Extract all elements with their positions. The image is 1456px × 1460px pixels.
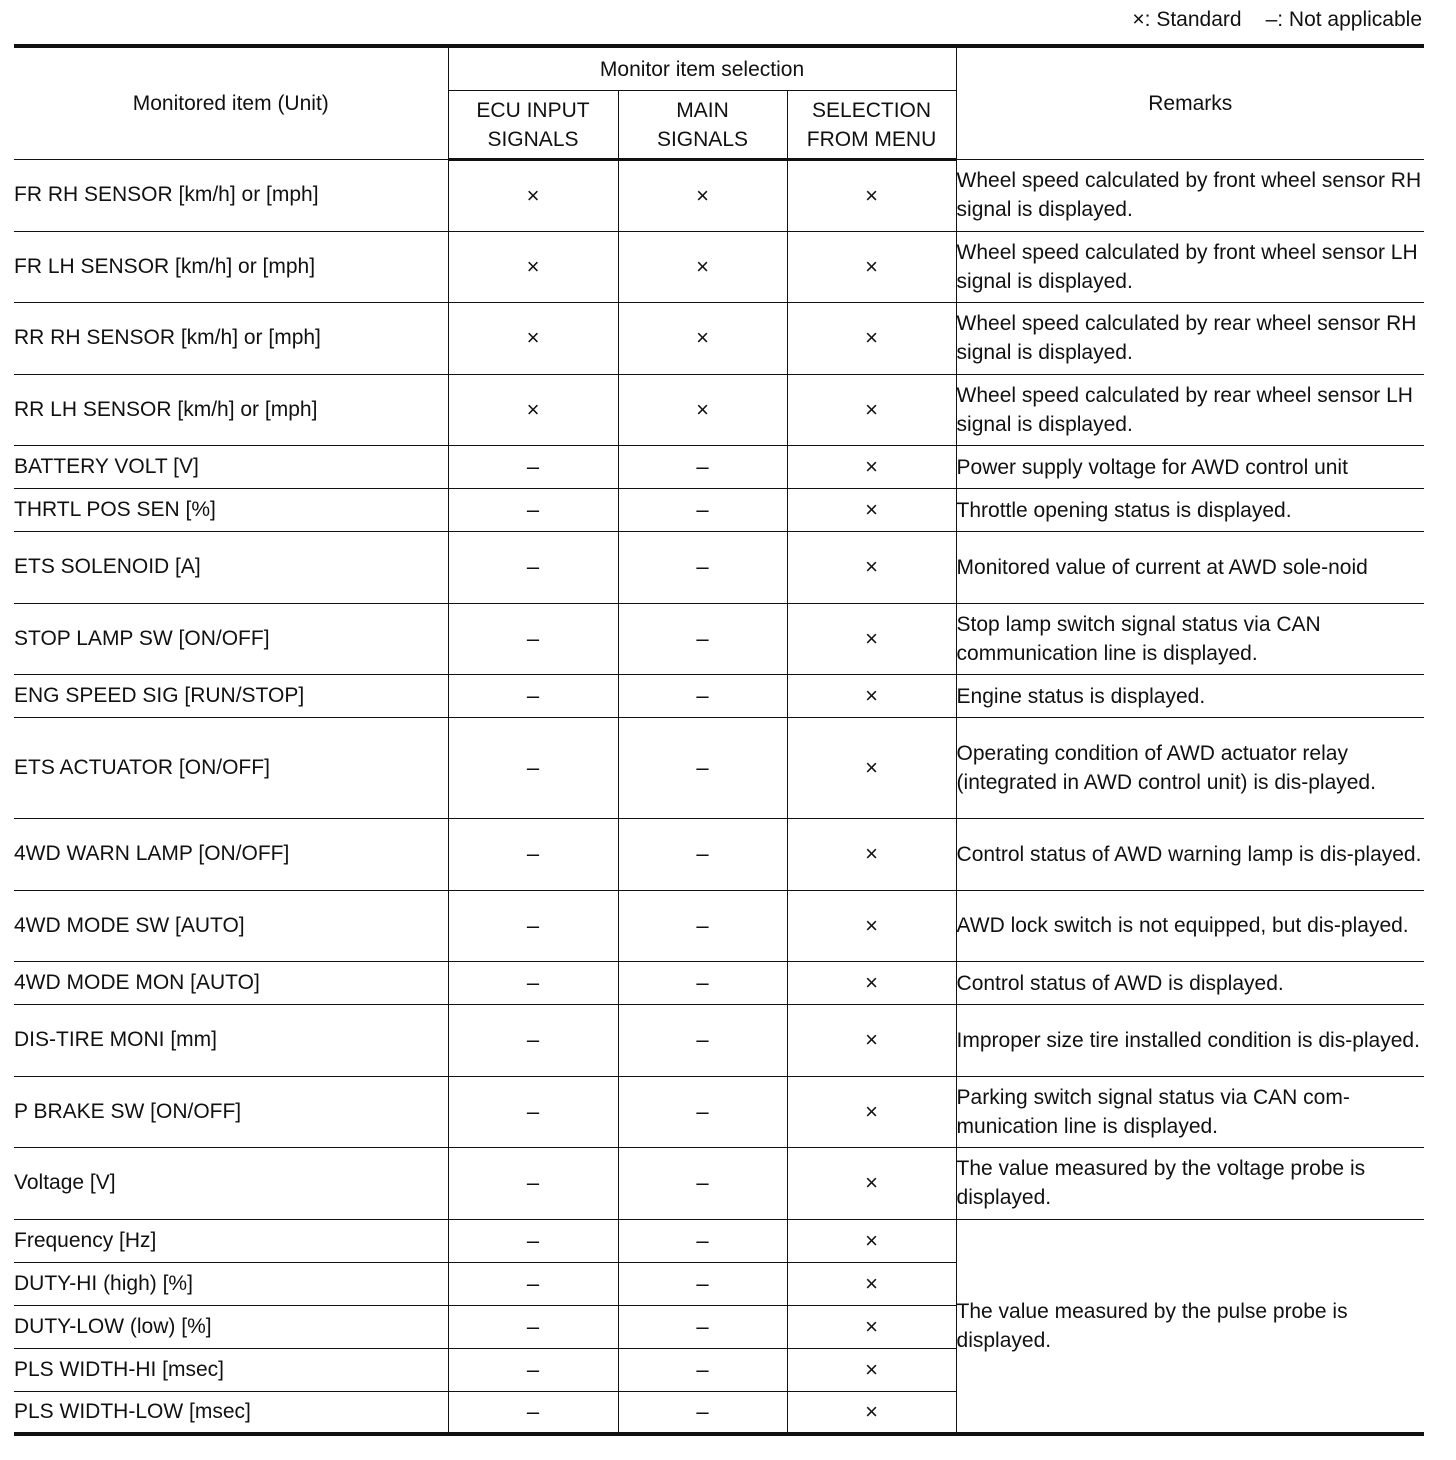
selection-menu-mark: × bbox=[787, 1348, 956, 1391]
table-row bbox=[14, 962, 1424, 1005]
main-signals-mark: – bbox=[618, 1391, 787, 1434]
monitored-item: DUTY-LOW (low) [%] bbox=[14, 1305, 448, 1348]
ecu-input-mark: – bbox=[448, 675, 618, 718]
remark: Control status of AWD warning lamp is dis-played. bbox=[956, 819, 1424, 891]
ecu-input-mark: × bbox=[448, 374, 618, 446]
remark: Monitored value of current at AWD sole-noid bbox=[956, 532, 1424, 604]
monitored-item: PLS WIDTH-HI [msec] bbox=[14, 1348, 448, 1391]
monitored-item: 4WD MODE SW [AUTO] bbox=[14, 890, 448, 962]
main-signals-mark: – bbox=[618, 1076, 787, 1148]
selection-menu-mark: × bbox=[787, 303, 956, 375]
monitored-item: DIS-TIRE MONI [mm] bbox=[14, 1005, 448, 1077]
remark: Parking switch signal status via CAN com-munication line is displayed. bbox=[956, 1076, 1424, 1148]
monitored-item: FR LH SENSOR [km/h] or [mph] bbox=[14, 231, 448, 303]
ecu-input-mark: – bbox=[448, 446, 618, 489]
header-monitored-item: Monitored item (Unit) bbox=[14, 46, 448, 160]
monitored-item: RR RH SENSOR [km/h] or [mph] bbox=[14, 303, 448, 375]
selection-menu-mark: × bbox=[787, 1148, 956, 1220]
table-row bbox=[14, 718, 1424, 819]
ecu-input-mark: × bbox=[448, 231, 618, 303]
table-row bbox=[14, 603, 1424, 675]
selection-menu-mark: × bbox=[787, 1305, 956, 1348]
header-selection-from-menu: SELECTION FROM MENU bbox=[787, 91, 956, 160]
monitored-item: THRTL POS SEN [%] bbox=[14, 489, 448, 532]
selection-menu-mark: × bbox=[787, 1219, 956, 1262]
table-row bbox=[14, 532, 1424, 604]
main-signals-mark: – bbox=[618, 489, 787, 532]
ecu-input-mark: – bbox=[448, 1305, 618, 1348]
ecu-input-mark: – bbox=[448, 1005, 618, 1077]
header-monitor-item-selection: Monitor item selection bbox=[448, 46, 956, 91]
table-row bbox=[14, 1076, 1424, 1148]
main-signals-mark: – bbox=[618, 962, 787, 1005]
selection-menu-mark: × bbox=[787, 1262, 956, 1305]
monitored-item: BATTERY VOLT [V] bbox=[14, 446, 448, 489]
monitor-item-table bbox=[14, 44, 1424, 1436]
main-signals-mark: – bbox=[618, 718, 787, 819]
monitored-item: STOP LAMP SW [ON/OFF] bbox=[14, 603, 448, 675]
table-row bbox=[14, 675, 1424, 718]
ecu-input-mark: – bbox=[448, 532, 618, 604]
main-signals-mark: – bbox=[618, 532, 787, 604]
selection-menu-mark: × bbox=[787, 231, 956, 303]
main-signals-mark: × bbox=[618, 231, 787, 303]
legend bbox=[1132, 6, 1422, 34]
monitored-item: ETS ACTUATOR [ON/OFF] bbox=[14, 718, 448, 819]
table-row bbox=[14, 1005, 1424, 1077]
ecu-input-mark: – bbox=[448, 1262, 618, 1305]
ecu-input-mark: – bbox=[448, 718, 618, 819]
selection-menu-mark: × bbox=[787, 160, 956, 232]
table-row bbox=[14, 1219, 1424, 1262]
remark: Wheel speed calculated by front wheel sensor RH signal is displayed. bbox=[956, 160, 1424, 232]
ecu-input-mark: – bbox=[448, 1148, 618, 1220]
monitored-item: PLS WIDTH-LOW [msec] bbox=[14, 1391, 448, 1434]
monitored-item: Voltage [V] bbox=[14, 1148, 448, 1220]
main-signals-mark: – bbox=[618, 1262, 787, 1305]
selection-menu-mark: × bbox=[787, 489, 956, 532]
remark: The value measured by the voltage probe is displayed. bbox=[956, 1148, 1424, 1220]
main-signals-mark: – bbox=[618, 1348, 787, 1391]
selection-menu-mark: × bbox=[787, 532, 956, 604]
ecu-input-mark: – bbox=[448, 962, 618, 1005]
monitored-item: 4WD WARN LAMP [ON/OFF] bbox=[14, 819, 448, 891]
header-main-signals: MAIN SIGNALS bbox=[618, 91, 787, 160]
remark: AWD lock switch is not equipped, but dis-played. bbox=[956, 890, 1424, 962]
main-signals-mark: – bbox=[618, 1148, 787, 1220]
table-row bbox=[14, 1148, 1424, 1220]
selection-menu-mark: × bbox=[787, 1076, 956, 1148]
remark: Throttle opening status is displayed. bbox=[956, 489, 1424, 532]
remark: The value measured by the pulse probe is displayed. bbox=[956, 1219, 1424, 1434]
selection-menu-mark: × bbox=[787, 1391, 956, 1434]
table-row bbox=[14, 374, 1424, 446]
remark: Control status of AWD is displayed. bbox=[956, 962, 1424, 1005]
monitored-item: FR RH SENSOR [km/h] or [mph] bbox=[14, 160, 448, 232]
header-remarks: Remarks bbox=[956, 46, 1424, 160]
table-row bbox=[14, 819, 1424, 891]
ecu-input-mark: – bbox=[448, 1076, 618, 1148]
table-row bbox=[14, 890, 1424, 962]
remark: Wheel speed calculated by rear wheel sensor RH signal is displayed. bbox=[956, 303, 1424, 375]
remark: Wheel speed calculated by front wheel sensor LH signal is displayed. bbox=[956, 231, 1424, 303]
remark: Wheel speed calculated by rear wheel sensor LH signal is displayed. bbox=[956, 374, 1424, 446]
selection-menu-mark: × bbox=[787, 374, 956, 446]
ecu-input-mark: – bbox=[448, 1391, 618, 1434]
legend-standard: ×: Standard bbox=[1132, 8, 1242, 31]
remark: Stop lamp switch signal status via CAN communication line is displayed. bbox=[956, 603, 1424, 675]
main-signals-mark: – bbox=[618, 675, 787, 718]
table-row bbox=[14, 303, 1424, 375]
selection-menu-mark: × bbox=[787, 675, 956, 718]
main-signals-mark: – bbox=[618, 446, 787, 489]
main-signals-mark: × bbox=[618, 303, 787, 375]
selection-menu-mark: × bbox=[787, 1005, 956, 1077]
table-row bbox=[14, 446, 1424, 489]
selection-menu-mark: × bbox=[787, 718, 956, 819]
monitored-item: 4WD MODE MON [AUTO] bbox=[14, 962, 448, 1005]
selection-menu-mark: × bbox=[787, 890, 956, 962]
main-signals-mark: – bbox=[618, 1005, 787, 1077]
table-row bbox=[14, 160, 1424, 232]
remark: Power supply voltage for AWD control unit bbox=[956, 446, 1424, 489]
legend-not-applicable: –: Not applicable bbox=[1265, 8, 1422, 31]
ecu-input-mark: – bbox=[448, 603, 618, 675]
main-signals-mark: – bbox=[618, 1305, 787, 1348]
selection-menu-mark: × bbox=[787, 962, 956, 1005]
main-signals-mark: × bbox=[618, 160, 787, 232]
main-signals-mark: – bbox=[618, 819, 787, 891]
ecu-input-mark: × bbox=[448, 303, 618, 375]
ecu-input-mark: – bbox=[448, 1219, 618, 1262]
monitored-item: Frequency [Hz] bbox=[14, 1219, 448, 1262]
monitored-item: ENG SPEED SIG [RUN/STOP] bbox=[14, 675, 448, 718]
monitored-item: P BRAKE SW [ON/OFF] bbox=[14, 1076, 448, 1148]
ecu-input-mark: – bbox=[448, 489, 618, 532]
ecu-input-mark: – bbox=[448, 890, 618, 962]
main-signals-mark: × bbox=[618, 374, 787, 446]
ecu-input-mark: – bbox=[448, 819, 618, 891]
remark: Improper size tire installed condition is dis-played. bbox=[956, 1005, 1424, 1077]
table-row bbox=[14, 231, 1424, 303]
table-row bbox=[14, 489, 1424, 532]
main-signals-mark: – bbox=[618, 1219, 787, 1262]
remark: Operating condition of AWD actuator relay (integrated in AWD control unit) is dis-played. bbox=[956, 718, 1424, 819]
ecu-input-mark: × bbox=[448, 160, 618, 232]
monitored-item: ETS SOLENOID [A] bbox=[14, 532, 448, 604]
monitored-item: RR LH SENSOR [km/h] or [mph] bbox=[14, 374, 448, 446]
selection-menu-mark: × bbox=[787, 819, 956, 891]
remark: Engine status is displayed. bbox=[956, 675, 1424, 718]
monitored-item: DUTY-HI (high) [%] bbox=[14, 1262, 448, 1305]
header-ecu-input-signals: ECU INPUT SIGNALS bbox=[448, 91, 618, 160]
main-signals-mark: – bbox=[618, 890, 787, 962]
selection-menu-mark: × bbox=[787, 603, 956, 675]
ecu-input-mark: – bbox=[448, 1348, 618, 1391]
selection-menu-mark: × bbox=[787, 446, 956, 489]
main-signals-mark: – bbox=[618, 603, 787, 675]
